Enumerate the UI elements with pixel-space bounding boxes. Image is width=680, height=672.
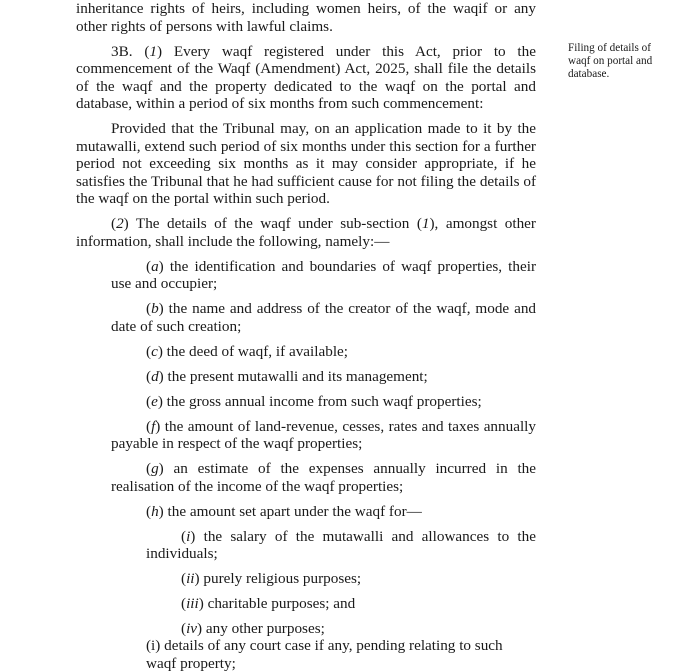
clause-marker: d [151,367,159,385]
subclause-text: purely religious purposes; [203,570,362,587]
clause-marker: c [151,342,158,360]
clause-text: the amount of land-revenue, cesses, rates and taxes annually payable in respect of the waqf properties; [111,417,536,452]
clause-c: (c) the deed of waqf, if available; [146,342,348,360]
subclause-ii: (ii) purely religious purposes; [181,570,362,587]
clause-text: the present mutawalli and its management; [167,367,428,385]
clause-f: (f) the amount of land-revenue, cesses, rates and taxes annually payable in respect of the waqf properties; [111,417,536,452]
clause-g: (g) an estimate of the expenses annually incurred in the realisation of the income of the waqf properties; [111,460,536,495]
clause-marker: a [151,257,159,275]
clause-b: (b) the name and address of the creator of the waqf, mode and date of such creation; [111,300,537,335]
subclause-text: the salary of the mutawalli and allowances to the individuals; [146,527,536,562]
clause-text: the deed of waqf, if available; [166,342,348,360]
clause-marker: e [151,392,158,410]
continuation-paragraph: inheritance rights of heirs, including women heirs, of the waqif or any other rights of persons with lawful claims. [76,0,536,35]
section-number: 3B. [111,42,133,60]
clause-text: the name and address of the creator of the waqf, mode and date of such creation; [111,300,537,335]
clause-text: the identification and boundaries of waqf properties, their use and occupier; [111,257,537,292]
clause-text: the gross annual income from such waqf properties; [166,392,482,410]
clause-text: the amount set apart under the waqf for— [167,502,422,520]
cut-off-text: (i) details of any court case if any, pending relating to such waqf property; [146,637,503,672]
clause-d: (d) the present mutawalli and its management; [146,367,428,385]
subclause-marker: ii [186,570,195,587]
sub1-marker: 1 [149,42,157,60]
subclause-marker: i [186,527,191,545]
clause-marker: h [151,502,159,520]
clause-marker: g [151,460,159,477]
body-column [76,0,536,638]
clause-h: (h) the amount set apart under the waqf for— [146,502,422,520]
clause-marker: f [151,417,156,435]
subclause-iii: (iii) charitable purposes; and [181,595,356,612]
clause-a: (a) the identification and boundaries of waqf properties, their use and occupier; [111,257,537,292]
clause-e: (e) the gross annual income from such waqf properties; [146,392,482,410]
sub2-text-b: ), amongst other information, shall include the following, namely:— [76,215,536,250]
margin-note: Filing of details of waqf on portal and database. [568,42,653,80]
proviso-paragraph: Provided that the Tribunal may, on an application made to it by the mutawalli, extend such period of six months under this section for a further period not exceeding six months as it may consider appropriate, if he satisfies the Tribunal that he had sufficient cause for not filing the details of the waqf on the portal within such period. [76,120,536,207]
sub2-marker: 2 [116,215,124,232]
section-3b-sub2: (2) The details of the waqf under sub-section (1), amongst other information, shall include the following, namely:— [76,215,536,250]
subclause-iv: (iv) any other purposes; [181,620,325,637]
subclause-marker: iii [186,595,199,612]
subclause-marker: iv [186,620,198,637]
clause-text: an estimate of the expenses annually incurred in the realisation of the income of the waqf properties; [111,460,536,495]
subclause-text: any other purposes; [205,620,325,637]
subclause-i: (i) the salary of the mutawalli and allowances to the individuals; [146,527,536,562]
section-3b-sub1: 3B. (1) Every waqf registered under this Act, prior to the commencement of the Waqf (Amendment) Act, 2025, shall file the details of the waqf and the property dedicated to the waqf on the portal and database, within a period of six months from such commencement: [76,42,536,112]
clause-marker: b [151,300,159,317]
cut-off-line [146,637,536,672]
sub1-text: Every waqf registered under this Act, prior to the commencement of the Waqf (Amendment) Act, 2025, shall file the details of the waqf and the property dedicated to the waqf on the portal and database, within a period of six months from such commencement: [76,42,536,112]
subclause-text: charitable purposes; and [207,595,356,612]
sub2-text-a: The details of the waqf under sub-section ( [135,215,422,232]
sub2-ref: 1 [421,215,430,232]
